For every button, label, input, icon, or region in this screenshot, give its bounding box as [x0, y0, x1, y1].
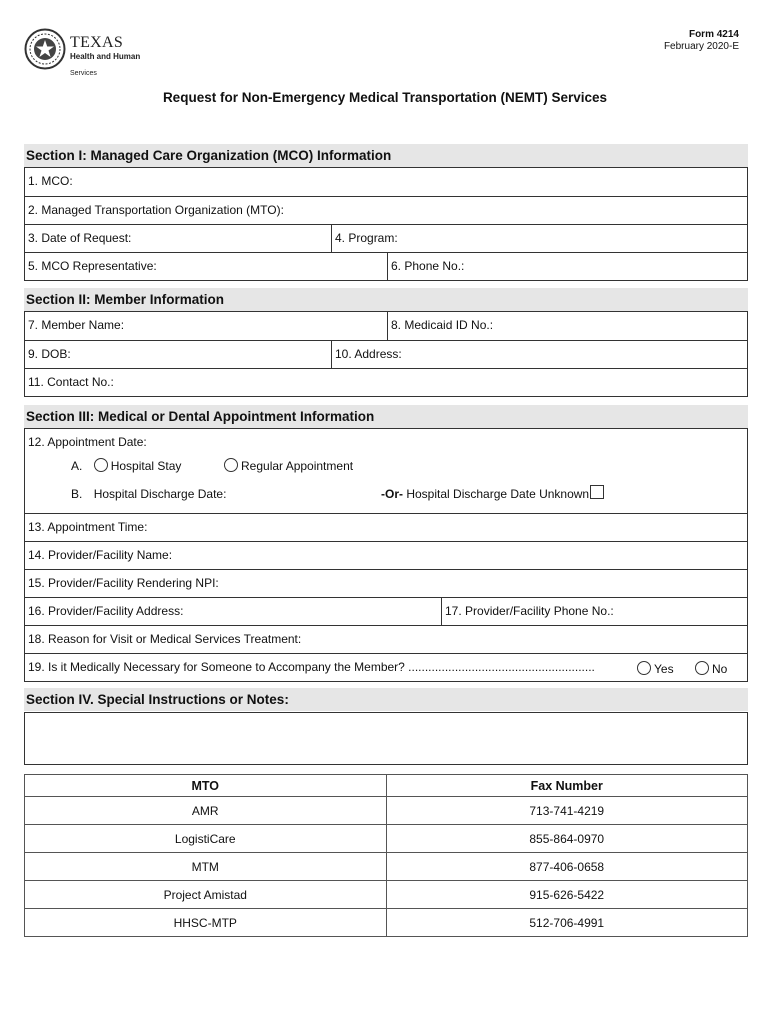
accompany-no-radio[interactable]	[695, 661, 709, 675]
accompany-yes-label: Yes	[654, 662, 674, 676]
regular-appointment-label: Regular Appointment	[241, 459, 354, 473]
provider-address-field[interactable]: 16. Provider/Facility Address:	[28, 604, 184, 618]
accompany-question: 19. Is it Medically Necessary for Someone to Accompany the Member? ........................................................	[28, 660, 595, 674]
option-b	[71, 486, 226, 502]
logo-texas-text: TEXAS	[70, 34, 124, 51]
fax-number-cell: 915-626-5422	[386, 881, 748, 909]
dob-address-row	[25, 340, 747, 368]
discharge-unknown-checkbox[interactable]	[590, 485, 604, 499]
fax-number-cell: 713-741-4219	[386, 797, 748, 825]
form-identifier	[664, 29, 739, 52]
mto-name-cell: AMR	[25, 797, 387, 825]
provider-name-field[interactable]: 14. Provider/Facility Name:	[28, 548, 173, 562]
dob-field[interactable]: 9. DOB:	[28, 347, 71, 361]
contact-field[interactable]: 11. Contact No.:	[28, 375, 114, 389]
regular-appointment-radio[interactable]	[224, 458, 238, 472]
accompany-yes-radio[interactable]	[637, 661, 651, 675]
section-notes	[24, 688, 748, 711]
section-appointment-fields	[24, 428, 748, 682]
table-row	[25, 797, 748, 825]
section-appointment	[24, 405, 748, 682]
mco-field[interactable]: 1. MCO:	[28, 174, 73, 188]
logo-agency-text: Health and Human	[70, 52, 141, 61]
form-number: Form 4214	[688, 29, 739, 40]
hhs-logo	[24, 28, 144, 78]
section-mco-fields	[24, 167, 748, 281]
section-member	[24, 288, 748, 397]
mco-representative-field[interactable]: 5. MCO Representative:	[28, 259, 157, 273]
provider-address-row	[25, 597, 747, 625]
mto-field[interactable]: 2. Managed Transportation Organization (MTO):	[28, 203, 284, 217]
mto-name-cell: Project Amistad	[25, 881, 387, 909]
fax-number-cell: 512-706-4991	[386, 909, 748, 937]
contact-row	[25, 368, 747, 396]
table-header-row	[25, 775, 748, 797]
or-label: -Or-	[381, 487, 403, 501]
mto-name-cell: MTM	[25, 853, 387, 881]
date-program-row	[25, 224, 747, 252]
section-mco	[24, 144, 748, 281]
mco-row	[25, 168, 747, 196]
mto-row	[25, 196, 747, 224]
section-notes-heading: Section IV. Special Instructions or Notes:	[24, 688, 748, 711]
notes-textarea[interactable]	[24, 712, 748, 765]
hospital-stay-option[interactable]	[94, 459, 182, 473]
table-row	[25, 881, 748, 909]
hospital-stay-radio[interactable]	[94, 458, 108, 472]
reason-field[interactable]: 18. Reason for Visit or Medical Services Treatment:	[28, 632, 302, 646]
member-name-field[interactable]: 7. Member Name:	[28, 318, 125, 332]
section-member-heading: Section II: Member Information	[24, 288, 748, 311]
discharge-date-field[interactable]: Hospital Discharge Date:	[93, 487, 227, 501]
table-row	[25, 853, 748, 881]
rep-phone-row	[25, 252, 747, 280]
provider-npi-field[interactable]: 15. Provider/Facility Rendering NPI:	[28, 576, 219, 590]
reason-row	[25, 625, 747, 653]
accompany-yes-option[interactable]	[637, 661, 674, 676]
option-a	[71, 458, 181, 474]
fax-number-cell: 877-406-0658	[386, 853, 748, 881]
appointment-date-field[interactable]: 12. Appointment Date:	[28, 435, 147, 449]
provider-npi-row	[25, 569, 747, 597]
program-field[interactable]: 4. Program:	[331, 225, 747, 252]
fax-column-header: Fax Number	[386, 775, 748, 797]
date-of-request-field[interactable]: 3. Date of Request:	[28, 231, 132, 245]
section-appointment-heading: Section III: Medical or Dental Appointment Information	[24, 405, 748, 428]
logo-services-text: Services	[70, 70, 97, 77]
section-mco-heading: Section I: Managed Care Organization (MCO) Information	[24, 144, 748, 167]
discharge-unknown-option[interactable]	[381, 485, 604, 502]
mto-name-cell: HHSC-MTP	[25, 909, 387, 937]
mto-name-cell: LogistiCare	[25, 825, 387, 853]
member-name-row	[25, 312, 747, 340]
fax-number-cell: 855-864-0970	[386, 825, 748, 853]
accompany-row	[25, 653, 747, 681]
accompany-no-label: No	[712, 662, 728, 676]
address-field[interactable]: 10. Address:	[331, 341, 747, 368]
regular-appointment-option[interactable]	[224, 458, 353, 474]
option-a-label: A.	[71, 459, 83, 473]
page-title: Request for Non-Emergency Medical Transportation (NEMT) Services	[162, 90, 608, 105]
phone-field[interactable]: 6. Phone No.:	[387, 253, 747, 280]
table-row	[25, 825, 748, 853]
mto-fax-table	[24, 774, 748, 937]
appointment-time-row	[25, 513, 747, 541]
section-member-fields	[24, 311, 748, 397]
appointment-date-row	[25, 429, 747, 513]
discharge-unknown-label: Hospital Discharge Date Unknown	[406, 487, 590, 501]
provider-phone-field[interactable]: 17. Provider/Facility Phone No.:	[441, 598, 747, 625]
form-date: February 2020-E	[663, 41, 739, 52]
table-row	[25, 909, 748, 937]
accompany-no-option[interactable]	[695, 661, 727, 676]
option-b-label: B.	[71, 487, 83, 501]
mto-column-header: MTO	[25, 775, 387, 797]
texas-seal-icon	[24, 28, 66, 70]
provider-name-row	[25, 541, 747, 569]
hospital-stay-label: Hospital Stay	[110, 459, 182, 473]
appointment-time-field[interactable]: 13. Appointment Time:	[28, 520, 148, 534]
medicaid-id-field[interactable]: 8. Medicaid ID No.:	[387, 312, 747, 340]
